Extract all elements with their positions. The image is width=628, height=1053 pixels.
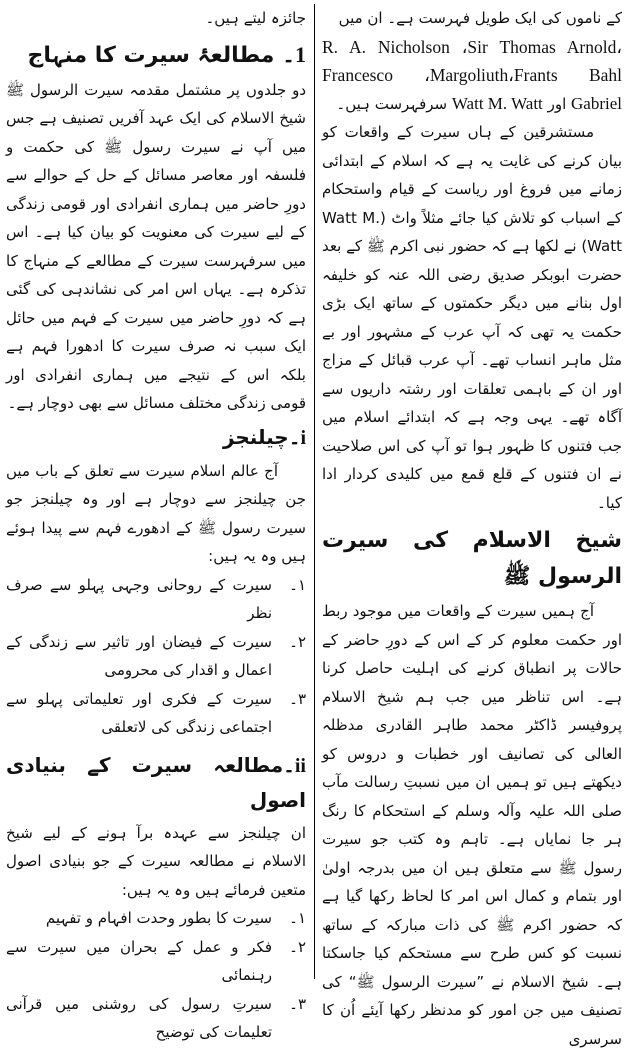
challenges-list (6, 571, 306, 742)
heading-ii-number: ii (294, 754, 306, 777)
list-item (6, 904, 306, 933)
heading-ii-text: مطالعہ سیرت کے بنیادی اصول (6, 752, 306, 812)
list-item-text: سیرت کا بطور وحدت افہام و تفہیم (45, 909, 272, 927)
names-suffix: سرفہرست ہیں۔ (336, 94, 448, 113)
orientalist-names-line-1: R. A. Nicholson ،Sir Thomas Arnold، (322, 36, 622, 57)
paragraph-continuation: جائزہ لیتے ہیں۔ (205, 9, 306, 27)
heading-1: 1۔ مطالعۂ سیرت کا منہاج (27, 41, 306, 68)
name-watt: Watt M. Watt (451, 93, 543, 113)
paragraph-principles: ان چیلنجز سے عہدہ برآ ہونے کے لیے شیخ الاسلام نے مطالعہ سیرت کے جو بنیادی اصول متعین فرمائے ہیں وہ یہ ہیں: (6, 823, 306, 899)
list-item (6, 933, 306, 990)
list-item (6, 990, 306, 1047)
list-item-text: فکر و عمل کے بحران میں سیرت سے رہنمائی (6, 937, 272, 984)
paragraph-challenges: آج عالم اسلام سیرت سے تعلق کے باب میں جن چیلنجز سے دوچار ہے اور وہ چیلنجز جو سیرت رسول ﷺ کے ادھورے فہم سے پیدا ہوئے ہیں وہ یہ ہیں: (6, 461, 306, 565)
list-item-number: ۱۔ (289, 909, 306, 927)
principles-list (6, 904, 306, 1047)
list-item-text: سیرت کے فکری اور تعلیماتی پہلو سے اجتماعی زندگی کی لاتعلقی (6, 689, 272, 736)
heading-1-text: مطالعۂ سیرت کا منہاج (27, 42, 275, 68)
left-column (6, 4, 306, 1041)
list-item-number: ۳۔ (289, 994, 306, 1013)
list-item-text: سیرت کے روحانی وجہی پہلو سے صرف نظر (6, 575, 272, 622)
list-item-number: ۱۔ (289, 575, 306, 594)
section-heading-shaykh-seerah: شیخ الاسلام کی سیرت الرسول ﷺ (322, 528, 622, 589)
list-item (6, 628, 306, 685)
heading-i-text: چیلنجز (222, 424, 289, 449)
list-item-number: ۲۔ (289, 632, 306, 651)
paragraph-orientalists: مستشرقین کے ہاں سیرت کے واقعات کو بیان کرنے کی غایت یہ ہے کہ اسلام کے ابتدائی زمانے میں فروغ اور ریاست کے قیام واستحکام کے اسباب کو تلاش کیا جائے مثلاً واٹ (Watt M. Watt) نے لکھا ہے کہ حضور نبی اکرم ﷺ کے بعد حضرت ابوبکر صدیق رضی اللہ عنہ کو خلیفہ اول بنانے میں دیگر حکمتوں کے ساتھ ایک بڑی حکمت یہ تھی کہ آپ عرب کے مشہور اور بے مثل ماہر انساب تھے۔ آپ عرب قبائل کے مزاج اور ان کے باہمی تعلقات اور رشتہ داریوں سے آگاہ تھے۔ یہی وجہ ہے کہ ابتدائے اسلام میں جب فتنوں کا ظہور ہوا تو آپ کی اس صلاحیت نے ان فتنوں کے قلع قمع میں کلیدی کردار ادا کیا۔ (322, 123, 622, 512)
list-item-number: ۲۔ (289, 937, 306, 956)
heading-i: i۔چیلنجز (222, 424, 306, 449)
paragraph-methodology: دو جلدوں پر مشتمل مقدمہ سیرت الرسول ﷺ شیخ الاسلام کی ایک عہد آفریں تصنیف ہے جس میں آپ نے سیرت رسول ﷺ کی حکمت و فلسفہ اور معاصر مسائل کے حل کے حوالے سے دورِ حاضر میں ہماری انفرادی اور قومی زندگی کے لیے سیرت کی معنویت کو بیان کیا ہے۔ اس میں سرفہرست سیرت کے مطالعے کے منہاج کا تذکرہ ہے۔ یہاں اس امر کی نشاندہی کی گئی ہے کہ دورِ حاضر میں سیرت کے فہم میں حائل ایک سبب نہ صرف سیرت کا ادھورا فہم ہے بلکہ اس کے نتیجے میں ہماری انفرادی اور قومی زندگی مختلف مسائل سے بھی دوچار ہے۔ (6, 80, 306, 412)
right-column (322, 4, 622, 1048)
heading-1-number: 1 (295, 41, 306, 67)
list-item-number: ۳۔ (289, 689, 306, 708)
list-item (6, 571, 306, 628)
list-item-text: سیرت کے فیضان اور تاثیر سے زندگی کے اعمال و اقدار کی محرومی (6, 632, 272, 679)
heading-i-number: i (300, 426, 306, 449)
conjunction: اور (547, 94, 567, 113)
name-gabriel: Gabriel (571, 93, 622, 113)
orientalist-names-line-2: Francesco ،Margoliuth،Frants Bahl (322, 65, 622, 85)
paragraph-shaykh-seerah: آج ہمیں سیرت کے واقعات میں موجود ربط اور حکمت معلوم کر کے اس کے دورِ حاضر کے حالات پر انطباق کرنے کی اہلیت حاصل کرنا ہے۔ اس تناظر میں جب ہم شیخ الاسلام پروفیسر ڈاکٹر محمد طاہر القادری مدظلہ العالی کی تصانیف اور خطبات و دروس کو دیکھتے ہیں تو ہمیں ان میں نسبتِ رسالت مآب صلی اللہ علیہ وآلہ وسلم کے استحکام کا رنگ ہر جا نمایاں ہے۔ تاہم وہ کتب جو سیرت رسول ﷺ سے متعلق ہیں ان میں بدرجہ اولیٰ اور بتمام و کمال اس امر کا لحاظ رکھا گیا ہے کہ حضور اکرم ﷺ کی ذات مبارکہ کے ساتھ نسبت کو کس طرح سے مستحکم کیا جاسکتا ہے۔ شیخ الاسلام نے ”سیرت الرسول ﷺ“ کی تصنیف میں جن امور کو مدنظر رکھا آیئے اُن کا سرسری (322, 602, 622, 1048)
column-divider (314, 4, 315, 979)
list-item-text: سیرتِ رسول کی روشنی میں قرآنی تعلیمات کی توضیح (6, 994, 272, 1041)
paragraph-intro-names: کے ناموں کی ایک طویل فہرست ہے۔ ان میں (338, 9, 622, 27)
list-item (6, 685, 306, 742)
orientalist-names-line-3 (322, 90, 622, 119)
heading-ii: ii۔مطالعہ سیرت کے بنیادی اصول (6, 752, 306, 812)
